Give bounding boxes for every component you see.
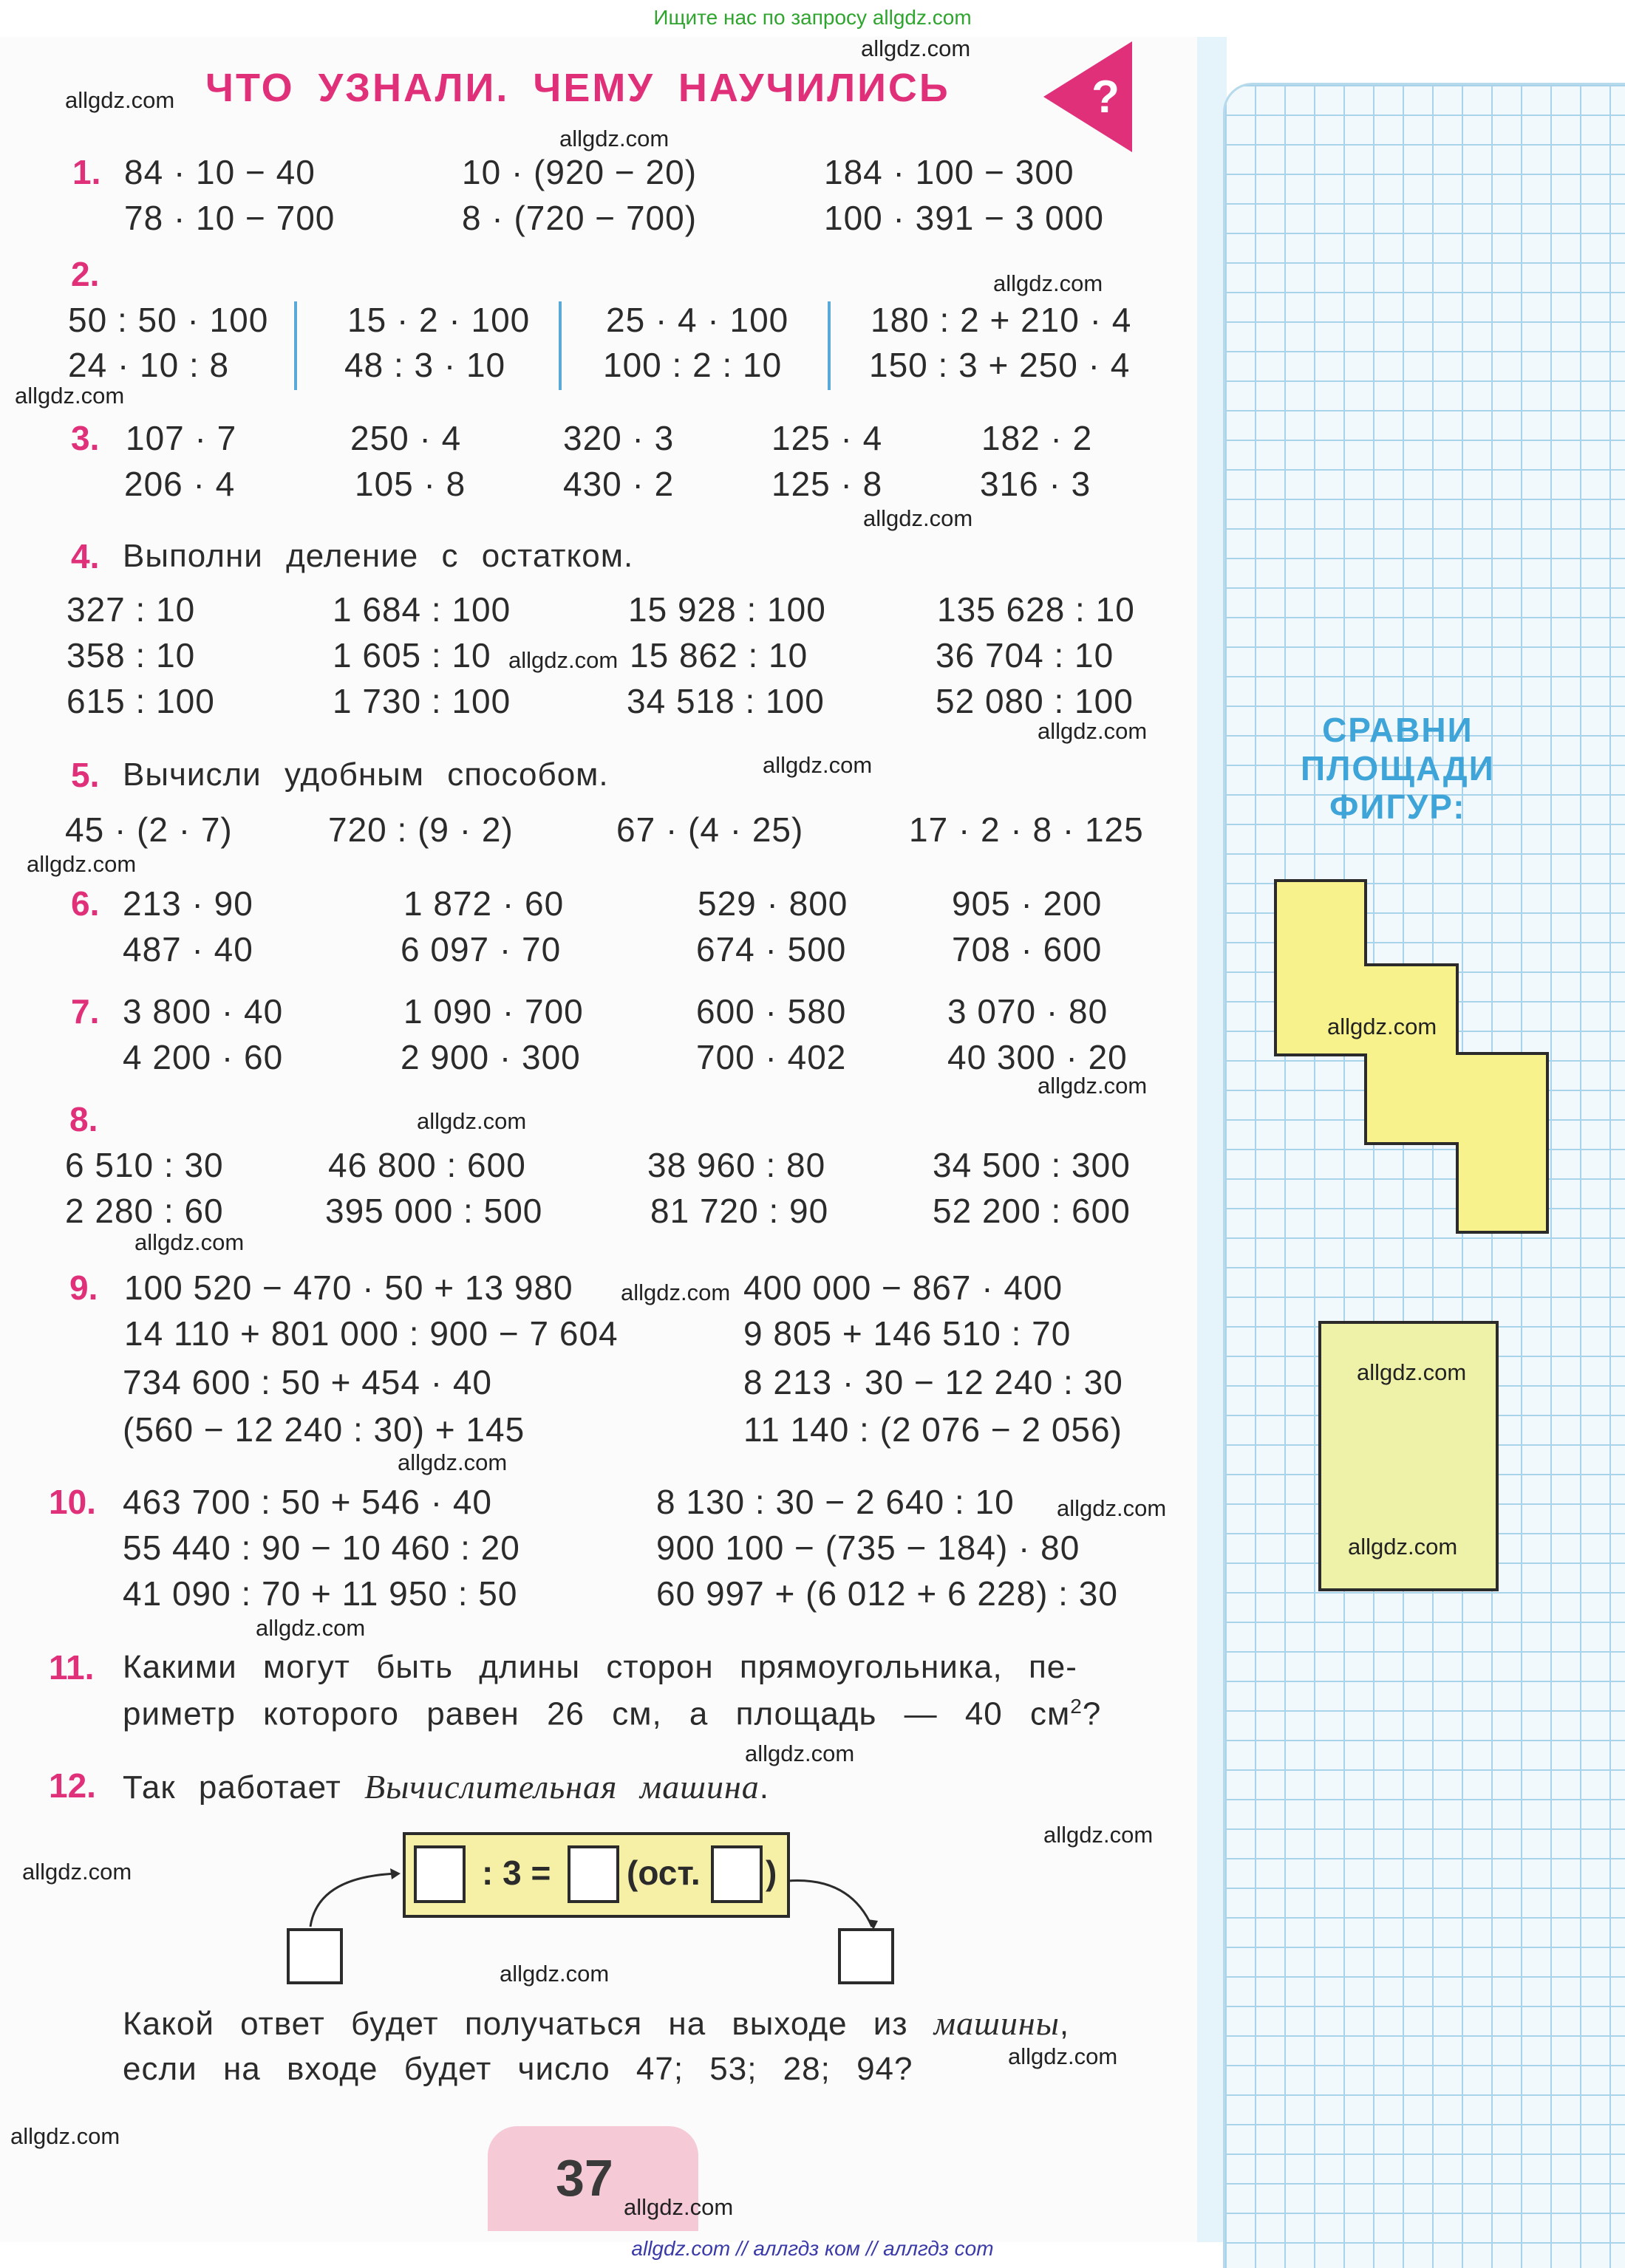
expression: 1 872 · 60	[403, 884, 565, 923]
expression: 734 600 : 50 + 454 · 40	[123, 1363, 493, 1401]
expression: 327 : 10	[67, 590, 196, 629]
compare-line-1: СРАВНИ	[1322, 711, 1474, 749]
step-shape-figure	[1271, 872, 1567, 1256]
expression: 4 200 · 60	[123, 1038, 284, 1076]
expression: 674 · 500	[696, 930, 847, 969]
expression: 41 090 : 70 + 11 950 : 50	[123, 1574, 518, 1613]
watermark: allgdz.com	[15, 383, 125, 409]
page-number: 37	[556, 2149, 613, 2207]
machine-input-box[interactable]	[287, 1928, 343, 1984]
expression: 2 280 : 60	[65, 1192, 224, 1230]
watermark: allgdz.com	[1357, 1359, 1467, 1385]
expression: (560 − 12 240 : 30) + 145	[123, 1410, 525, 1449]
column-divider	[828, 301, 831, 390]
expression: 48 : 3 · 10	[344, 346, 506, 384]
expression: 100 520 − 470 · 50 + 13 980	[124, 1268, 573, 1307]
column-divider	[294, 301, 297, 390]
expression: 34 518 : 100	[627, 682, 825, 720]
watermark: allgdz.com	[10, 2123, 120, 2149]
watermark: allgdz.com	[508, 647, 619, 673]
task-11-text-line-1: Какими могут быть длины сторон прямоугольника, пе-	[123, 1649, 1077, 1685]
task-11-text: риметр которого равен 26 см, а площадь — 40 см	[123, 1695, 1071, 1732]
top-banner[interactable]	[0, 0, 1625, 35]
expression: 395 000 : 500	[325, 1192, 543, 1230]
expression: 34 500 : 300	[933, 1146, 1131, 1184]
expression: 1 730 : 100	[333, 682, 511, 720]
watermark: allgdz.com	[1008, 2043, 1118, 2069]
watermark: allgdz.com	[22, 1859, 132, 1885]
expression: 125 · 4	[771, 419, 883, 457]
expression: 46 800 : 600	[328, 1146, 526, 1184]
task-3-number: 3.	[71, 419, 100, 457]
bottom-banner[interactable]	[0, 2231, 1625, 2266]
watermark: allgdz.com	[1327, 1014, 1437, 1039]
expression: 55 440 : 90 − 10 460 : 20	[123, 1528, 520, 1567]
expression: 11 140 : (2 076 − 2 056)	[743, 1410, 1122, 1449]
expression: 184 · 100 − 300	[824, 153, 1074, 191]
machine-arrows-icon	[281, 1847, 983, 1936]
expression: 3 070 · 80	[947, 992, 1108, 1031]
expression: 720 : (9 · 2)	[328, 810, 514, 849]
watermark: allgdz.com	[621, 1280, 731, 1305]
expression: 52 080 : 100	[936, 682, 1134, 720]
watermark: allgdz.com	[398, 1449, 508, 1475]
expression: 180 : 2 + 210 · 4	[871, 301, 1132, 339]
expression: 17 · 2 · 8 · 125	[909, 810, 1144, 849]
expression: 600 · 580	[696, 992, 847, 1031]
compare-line-3: ФИГУР:	[1329, 788, 1466, 826]
task-11-text-line-2	[123, 1695, 1101, 1733]
expression: 8 · (720 − 700)	[462, 199, 698, 237]
expression: 700 · 402	[696, 1038, 847, 1076]
task-11-number: 11.	[49, 1648, 95, 1687]
page-title: ЧТО УЗНАЛИ. ЧЕМУ НАУЧИЛИСЬ	[205, 66, 950, 110]
expression: 320 · 3	[563, 419, 675, 457]
watermark: allgdz.com	[763, 752, 873, 778]
expression: 182 · 2	[981, 419, 1093, 457]
expression: 250 · 4	[350, 419, 462, 457]
watermark: allgdz.com	[1038, 1073, 1148, 1099]
expression: 78 · 10 − 700	[124, 199, 335, 237]
watermark: allgdz.com	[559, 126, 670, 151]
task-7-number: 7.	[71, 992, 100, 1031]
page-gutter	[1197, 37, 1227, 2242]
expression: 150 : 3 + 250 · 4	[869, 346, 1131, 384]
question-mark: ?	[1091, 72, 1120, 123]
expression: 100 : 2 : 10	[603, 346, 783, 384]
expression: 67 · (4 · 25)	[616, 810, 804, 849]
machine-close-paren: )	[766, 1854, 777, 1892]
expression: 529 · 800	[698, 884, 848, 923]
expression: 38 960 : 80	[647, 1146, 826, 1184]
expression: 81 720 : 90	[650, 1192, 829, 1230]
expression: 213 · 90	[123, 884, 253, 923]
expression: 105 · 8	[355, 465, 466, 503]
task-10-number: 10.	[49, 1483, 96, 1521]
expression: 2 900 · 300	[401, 1038, 581, 1076]
task-12-text-italic: Вычислительная машина	[364, 1768, 760, 1806]
expression: 10 · (920 − 20)	[462, 153, 698, 191]
watermark: allgdz.com	[500, 1961, 610, 1987]
expression: 52 200 : 600	[933, 1192, 1131, 1230]
top-banner-text[interactable]: Ищите нас по запросу allgdz.com	[653, 6, 972, 29]
task-11-text-end: ?	[1082, 1695, 1102, 1732]
expression: 905 · 200	[952, 884, 1103, 923]
watermark: allgdz.com	[745, 1741, 855, 1766]
bottom-banner-text[interactable]: allgdz.com // аллгдз ком // аллгдз com	[631, 2237, 994, 2260]
watermark: allgdz.com	[624, 2194, 734, 2220]
question-badge-icon	[1043, 41, 1132, 152]
expression: 900 100 − (735 − 184) · 80	[656, 1528, 1080, 1567]
task-4-heading: Выполни деление с остатком.	[123, 538, 634, 574]
watermark: allgdz.com	[1043, 1822, 1154, 1848]
expression: 8 130 : 30 − 2 640 : 10	[656, 1483, 1015, 1521]
watermark: allgdz.com	[861, 35, 971, 61]
expression: 6 097 · 70	[401, 930, 562, 969]
expression: 84 · 10 − 40	[124, 153, 316, 191]
expression: 45 · (2 · 7)	[65, 810, 233, 849]
machine-remainder-label: (ост.	[627, 1854, 701, 1892]
task-5-number: 5.	[71, 756, 100, 794]
watermark: allgdz.com	[1348, 1534, 1458, 1560]
expression: 40 300 · 20	[947, 1038, 1128, 1076]
watermark: allgdz.com	[993, 270, 1103, 296]
watermark: allgdz.com	[65, 87, 175, 113]
task-1-number: 1.	[72, 153, 101, 191]
task-12-text	[123, 1767, 769, 1806]
task-4-number: 4.	[71, 537, 100, 575]
expression: 1 684 : 100	[333, 590, 511, 629]
expression: 1 090 · 700	[403, 992, 584, 1031]
expression: 3 800 · 40	[123, 992, 284, 1031]
expression: 36 704 : 10	[936, 636, 1114, 674]
expression: 9 805 + 146 510 : 70	[743, 1314, 1072, 1353]
task-12-question-line-2: если на входе будет число 47; 53; 28; 94?	[123, 2051, 913, 2087]
expression: 358 : 10	[67, 636, 196, 674]
question-italic: машины	[933, 2004, 1060, 2042]
watermark: allgdz.com	[1057, 1495, 1167, 1521]
task-6-number: 6.	[71, 884, 100, 923]
expression: 50 : 50 · 100	[68, 301, 269, 339]
expression: 206 · 4	[124, 465, 236, 503]
task-12-text-c: .	[759, 1769, 770, 1806]
watermark: allgdz.com	[134, 1229, 245, 1255]
question-comma: ,	[1059, 2006, 1070, 2042]
expression: 107 · 7	[126, 419, 237, 457]
expression: 1 605 : 10	[333, 636, 491, 674]
compare-areas-heading	[1301, 711, 1495, 826]
expression: 24 · 10 : 8	[68, 346, 230, 384]
expression: 400 000 − 867 · 400	[743, 1268, 1063, 1307]
expression: 316 · 3	[980, 465, 1091, 503]
watermark: allgdz.com	[1038, 718, 1148, 744]
machine-division-label: : 3 =	[482, 1854, 551, 1892]
expression: 15 862 : 10	[630, 636, 808, 674]
superscript: 2	[1070, 1695, 1083, 1718]
task-12-number: 12.	[49, 1766, 96, 1805]
watermark: allgdz.com	[27, 851, 137, 877]
expression: 135 628 : 10	[937, 590, 1135, 629]
task-2-number: 2.	[71, 255, 100, 293]
task-5-heading: Вычисли удобным способом.	[123, 756, 609, 793]
question-text: Какой ответ будет получаться на выходе из	[123, 2006, 934, 2042]
task-12-text-a: Так работает	[123, 1769, 365, 1806]
task-8-number: 8.	[69, 1100, 98, 1138]
expression: 125 · 8	[771, 465, 883, 503]
expression: 430 · 2	[563, 465, 675, 503]
expression: 15 928 : 100	[628, 590, 826, 629]
expression: 25 · 4 · 100	[606, 301, 789, 339]
expression: 15 · 2 · 100	[347, 301, 531, 339]
watermark: allgdz.com	[417, 1108, 527, 1134]
expression: 708 · 600	[952, 930, 1103, 969]
column-divider	[559, 301, 562, 390]
expression: 100 · 391 − 3 000	[824, 199, 1104, 237]
compare-line-2: ПЛОЩАДИ	[1301, 749, 1495, 788]
expression: 487 · 40	[123, 930, 253, 969]
expression: 463 700 : 50 + 546 · 40	[123, 1483, 493, 1521]
expression: 14 110 + 801 000 : 900 − 7 604	[124, 1314, 619, 1353]
watermark: allgdz.com	[256, 1615, 366, 1641]
task-9-number: 9.	[69, 1268, 98, 1307]
machine-output-box[interactable]	[838, 1928, 894, 1984]
expression: 8 213 · 30 − 12 240 : 30	[743, 1363, 1123, 1401]
expression: 6 510 : 30	[65, 1146, 224, 1184]
task-12-question-line-1	[123, 2004, 1069, 2043]
expression: 615 : 100	[67, 682, 215, 720]
expression: 60 997 + (6 012 + 6 228) : 30	[656, 1574, 1118, 1613]
watermark: allgdz.com	[863, 505, 973, 531]
